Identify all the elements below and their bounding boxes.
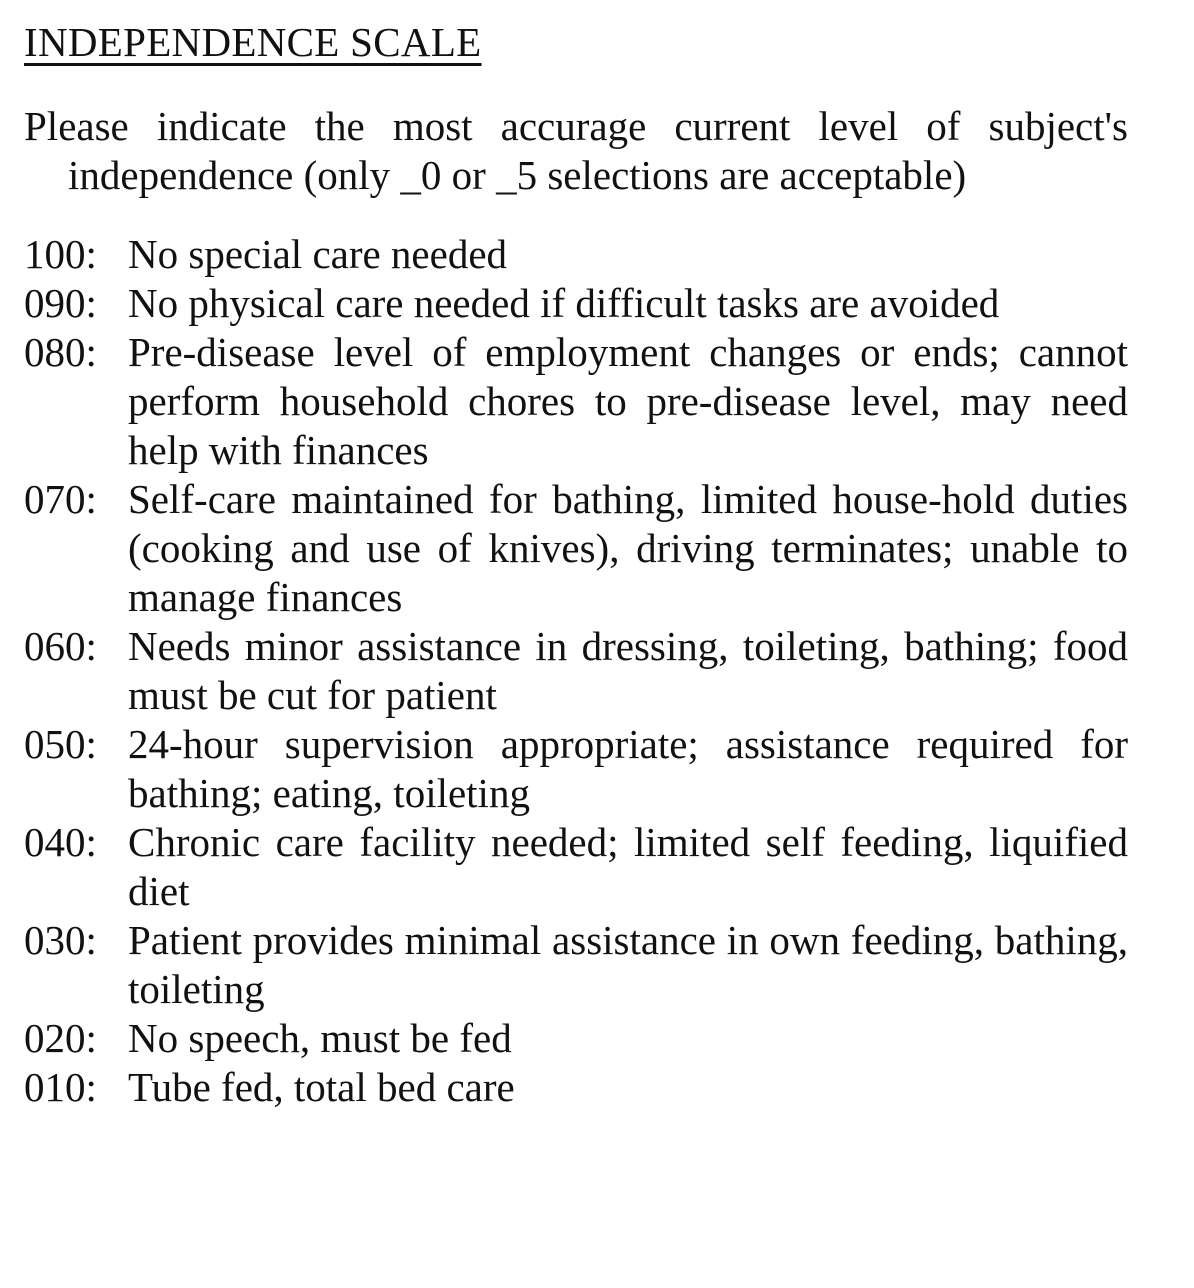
scale-item-080: [24, 328, 1128, 475]
scale-code: 070:: [24, 476, 97, 522]
scale-item-100: [24, 230, 1128, 279]
scale-description: Patient provides minimal assistance in own feeding, bathing, toileting: [128, 917, 1128, 1012]
scale-item-060: [24, 622, 1128, 720]
scale-description: No special care needed: [128, 231, 508, 277]
scale-code: 100:: [24, 231, 97, 277]
scale-description: 24-hour supervision appropriate; assistance required for bathing; eating, toileting: [128, 721, 1128, 816]
scale-item-050: [24, 720, 1128, 818]
scale-item-010: [24, 1063, 1128, 1112]
scale-code: 060:: [24, 623, 97, 669]
scale-item-070: [24, 475, 1128, 622]
scale-item-090: [24, 279, 1128, 328]
scale-code: 080:: [24, 329, 97, 375]
scale-code: 090:: [24, 280, 97, 326]
scale-code: 030:: [24, 917, 97, 963]
scale-description: Needs minor assistance in dressing, toileting, bathing; food must be cut for patient: [128, 623, 1128, 718]
scale-code: 020:: [24, 1015, 97, 1061]
scale-description: Pre-disease level of employment changes or ends; cannot perform household chores to pre-disease level, may need help with finances: [128, 329, 1128, 473]
scale-description: Self-care maintained for bathing, limited house-hold duties (cooking and use of knives), driving terminates; unable to manage finances: [128, 476, 1128, 620]
document-page: [24, 14, 1128, 1112]
scale-description: Chronic care facility needed; limited self feeding, liquified diet: [128, 819, 1128, 914]
scale-code: 010:: [24, 1064, 97, 1110]
document-title: INDEPENDENCE SCALE: [24, 19, 482, 65]
scale-description: No physical care needed if difficult tasks are avoided: [128, 280, 1000, 326]
scale-code: 050:: [24, 721, 97, 767]
scale-description: Tube fed, total bed care: [128, 1064, 515, 1110]
instructions-text: Please indicate the most accurage current level of subject's independence (only _0 or _5 selections are acceptable): [24, 103, 1128, 198]
scale-description: No speech, must be fed: [128, 1015, 512, 1061]
scale-code: 040:: [24, 819, 97, 865]
independence-scale-list: [24, 230, 1128, 1112]
scale-item-040: [24, 818, 1128, 916]
scale-item-030: [24, 916, 1128, 1014]
scale-item-020: [24, 1014, 1128, 1063]
